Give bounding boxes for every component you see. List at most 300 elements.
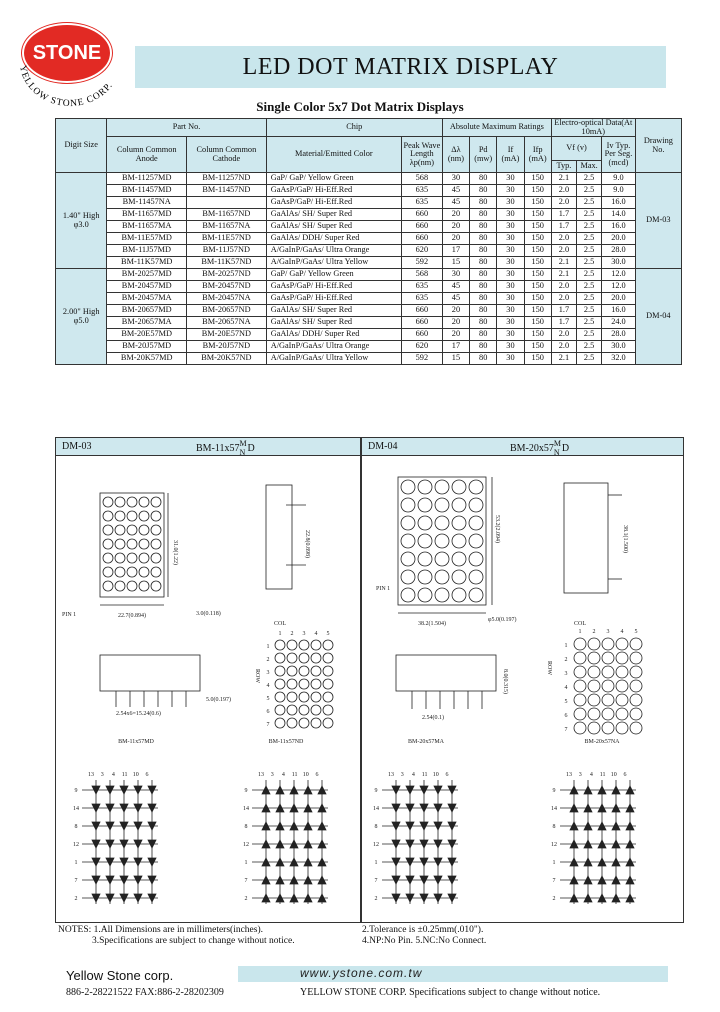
col-number: 4 (620, 629, 624, 635)
pin-grid-dot (299, 718, 309, 728)
table-cell: 150 (524, 233, 551, 245)
table-cell: 150 (524, 209, 551, 221)
led-dot (103, 581, 113, 591)
display-outline (398, 477, 486, 605)
table-row (56, 197, 682, 209)
dm03-part-sub: N (239, 448, 246, 457)
table-cell: 2.1 (551, 269, 576, 281)
side-view-outline (266, 485, 292, 589)
th-material: Material/Emitted Color (266, 137, 401, 173)
pin-grid-dot (616, 666, 628, 678)
pin-grid-dot (299, 692, 309, 702)
dim-label: PIN 1 (62, 612, 77, 618)
table-cell: 30 (497, 353, 524, 365)
table-cell: 24.0 (602, 317, 636, 329)
table-cell: 2.0 (551, 245, 576, 257)
led-dot (151, 497, 161, 507)
table-row (56, 281, 682, 293)
led-dot (103, 497, 113, 507)
pin-grid-dot (574, 680, 586, 692)
table-cell: 660 (401, 221, 442, 233)
th-dlambda: Δλ (nm) (442, 137, 469, 173)
table-cell: 660 (401, 317, 442, 329)
row-number: 1 (564, 643, 568, 649)
pin-number: 10 (610, 772, 617, 778)
table-cell: 16.0 (602, 221, 636, 233)
table-cell: GaAsP/GaP/ Hi-Eff.Red (266, 281, 401, 293)
pin-grid-dot (630, 694, 642, 706)
notes-left (58, 925, 295, 947)
table-row (56, 305, 682, 317)
logo-arc-text: YELLOW STONE CORP. (17, 64, 116, 110)
led-dot (418, 516, 432, 530)
pin-grid-dot (616, 638, 628, 650)
row-number: 5 (564, 699, 568, 705)
page-title: LED DOT MATRIX DISPLAY (242, 53, 559, 80)
table-cell: 2.5 (577, 209, 602, 221)
led-dot (418, 498, 432, 512)
dim-label: 38.2(1.504) (418, 621, 446, 627)
pin-number: 7 (244, 878, 248, 884)
table-cell (187, 197, 267, 209)
table-cell: 80 (470, 341, 497, 353)
pin-grid-dot (311, 666, 321, 676)
dm03-part-suffix: D (247, 443, 255, 454)
table-cell: 2.0 (551, 233, 576, 245)
dm04-part-sup: M (553, 439, 562, 448)
table-cell: 150 (524, 269, 551, 281)
table-cell: 45 (442, 185, 469, 197)
pin-number: 4 (589, 772, 593, 778)
led-dot (452, 516, 466, 530)
table-cell: A/GaInP/GaAs/ Ultra Yellow (266, 257, 401, 269)
led-dot (401, 570, 415, 584)
panel-dm04 (361, 437, 684, 923)
table-cell: 30 (497, 329, 524, 341)
pin-number: 12 (243, 842, 249, 848)
table-cell: 80 (470, 353, 497, 365)
dm04-label: DM-04 (368, 441, 398, 452)
col-number: 1 (578, 629, 582, 635)
pin-grid-dot (588, 708, 600, 720)
led-dot (452, 498, 466, 512)
title-banner (135, 46, 666, 88)
pin-grid-dot (287, 679, 297, 689)
table-cell: 2.5 (577, 233, 602, 245)
table-row (56, 245, 682, 257)
dim-label: 8.0(0.315) (502, 669, 508, 694)
table-cell: 620 (401, 245, 442, 257)
table-cell: GaAsP/GaP/ Hi-Eff.Red (266, 197, 401, 209)
table-cell: 2.5 (577, 353, 602, 365)
pin-grid-dot (602, 708, 614, 720)
pin-grid-dot (588, 638, 600, 650)
table-cell: 14.0 (602, 209, 636, 221)
digit-size-cell: 2.00" High φ5.0 (56, 269, 107, 365)
footer-notice: YELLOW STONE CORP. Specifications subject to change without notice. (300, 987, 601, 998)
table-cell: 45 (442, 281, 469, 293)
bottom-view-outline (100, 655, 200, 691)
pin-grid-dot (616, 722, 628, 734)
led-dot (139, 539, 149, 549)
led-dot (435, 480, 449, 494)
table-cell: GaAlAs/ SH/ Super Red (266, 221, 401, 233)
pin-number: 8 (74, 824, 78, 830)
spec-table (55, 118, 682, 365)
led-dot (151, 525, 161, 535)
col-number: 2 (592, 629, 596, 635)
led-dot (469, 516, 483, 530)
pin-grid-dot (311, 679, 321, 689)
table-cell: 45 (442, 197, 469, 209)
table-cell: 30.0 (602, 341, 636, 353)
table-cell: BM-20657NA (187, 317, 267, 329)
table-cell: 2.1 (551, 353, 576, 365)
table-cell: 80 (470, 329, 497, 341)
led-dot (139, 525, 149, 535)
table-cell: 9.0 (602, 185, 636, 197)
pin-grid-dot (275, 705, 285, 715)
table-cell: 80 (470, 197, 497, 209)
table-cell: 20 (442, 233, 469, 245)
table-cell: 2.5 (577, 341, 602, 353)
dim-label: 38.1(1.500) (622, 525, 628, 553)
table-cell: 80 (470, 221, 497, 233)
table-cell: BM-20657MD (107, 305, 187, 317)
notes-right (362, 925, 486, 947)
pin-number: 12 (373, 842, 379, 848)
led-dot (127, 525, 137, 535)
dim-label: 5.0(0.197) (206, 697, 231, 703)
table-cell: 30 (497, 341, 524, 353)
table-cell: BM-11J57MD (107, 245, 187, 257)
dim-label: 22.7(0.894) (118, 613, 146, 619)
table-cell: 20.0 (602, 293, 636, 305)
pin-grid-dot (287, 653, 297, 663)
led-dot (469, 588, 483, 602)
table-cell: 32.0 (602, 353, 636, 365)
table-cell: 635 (401, 281, 442, 293)
footer-url[interactable]: www.ystone.com.tw (300, 966, 423, 980)
pin-grid-dot (574, 708, 586, 720)
pin-number: 12 (551, 842, 557, 848)
table-cell: 30 (497, 257, 524, 269)
dm03-part-base: BM-11x57 (196, 443, 240, 454)
row-label: ROW (546, 661, 552, 675)
pin-number: 13 (88, 772, 94, 778)
led-dot (452, 534, 466, 548)
table-cell: BM-11457ND (187, 185, 267, 197)
table-cell: 150 (524, 257, 551, 269)
row-number: 6 (266, 709, 270, 715)
th-digit-size: Digit Size (56, 119, 107, 173)
pin-grid-dot (311, 705, 321, 715)
table-cell: A/GaInP/GaAs/ Ultra Yellow (266, 353, 401, 365)
table-cell: BM-11657NA (187, 221, 267, 233)
table-cell: 2.1 (551, 257, 576, 269)
pin-grid-dot (616, 652, 628, 664)
table-cell: 660 (401, 305, 442, 317)
table-cell: BM-20657ND (187, 305, 267, 317)
note-4: 4.NP:No Pin. 5.NC:No Connect. (362, 936, 487, 946)
table-cell: GaP/ GaP/ Yellow Green (266, 269, 401, 281)
table-row (56, 353, 682, 365)
table-cell: 80 (470, 173, 497, 185)
dim-label: 31.0(1.22) (172, 540, 178, 565)
pin-grid-dot (311, 692, 321, 702)
pin-grid-dot (287, 692, 297, 702)
pin-number: 13 (388, 772, 394, 778)
pin-grid-dot (630, 666, 642, 678)
th-drawing: Drawing No. (635, 119, 681, 173)
th-part-no: Part No. (107, 119, 266, 137)
led-dot (401, 552, 415, 566)
dm04-part-base: BM-20x57 (510, 443, 554, 454)
pin-number: 1 (244, 860, 248, 866)
pin-grid-dot (323, 666, 333, 676)
table-cell: 16.0 (602, 305, 636, 317)
table-cell: 30 (497, 317, 524, 329)
row-number: 7 (564, 727, 568, 733)
pin-number: 1 (552, 860, 556, 866)
panel-dm04-header (362, 438, 683, 456)
pin-grid-dot (275, 718, 285, 728)
table-cell: BM-20K57MD (107, 353, 187, 365)
table-cell: 1.7 (551, 305, 576, 317)
pin-grid-dot (275, 692, 285, 702)
led-dot (115, 539, 125, 549)
led-dot (435, 498, 449, 512)
pin-number: 2 (552, 896, 556, 902)
pin-number: 2 (74, 896, 78, 902)
table-cell: 30 (497, 245, 524, 257)
pin-number: 3 (270, 772, 274, 778)
table-cell: 30 (497, 281, 524, 293)
table-cell: 9.0 (602, 173, 636, 185)
pin-grid-dot (323, 692, 333, 702)
table-row (56, 221, 682, 233)
table-cell: 620 (401, 341, 442, 353)
table-cell: 150 (524, 305, 551, 317)
table-cell: BM-11K57MD (107, 257, 187, 269)
row-number: 2 (564, 657, 568, 663)
pin-number: 7 (552, 878, 556, 884)
pin-grid-dot (588, 652, 600, 664)
led-dot (139, 581, 149, 591)
table-row (56, 185, 682, 197)
table-cell: BM-11E57ND (187, 233, 267, 245)
dim-label: PIN 1 (376, 586, 391, 592)
pin-number: 10 (302, 772, 309, 778)
led-dot (115, 497, 125, 507)
led-dot (115, 581, 125, 591)
pin-grid-dot (323, 705, 333, 715)
table-cell: 2.5 (577, 317, 602, 329)
th-vf: Vf (v) (551, 137, 601, 161)
led-dot (418, 552, 432, 566)
row-number: 2 (266, 657, 270, 663)
dm04-part (510, 439, 570, 457)
model-label: BM-20x57NA (584, 739, 620, 745)
table-cell: BM-20E57MD (107, 329, 187, 341)
table-cell: BM-20457MA (107, 293, 187, 305)
pin-grid-dot (311, 640, 321, 650)
pin-number: 14 (243, 806, 249, 812)
table-cell: 12.0 (602, 281, 636, 293)
led-dot (103, 567, 113, 577)
pin-number: 11 (599, 772, 606, 778)
table-cell: GaAsP/GaP/ Hi-Eff.Red (266, 185, 401, 197)
led-dot (401, 588, 415, 602)
table-cell: 2.0 (551, 185, 576, 197)
table-cell: 30.0 (602, 257, 636, 269)
table-cell: BM-11J57ND (187, 245, 267, 257)
pin-number: 6 (445, 772, 449, 778)
led-dot (127, 567, 137, 577)
table-cell: BM-20257ND (187, 269, 267, 281)
table-cell: BM-20J57MD (107, 341, 187, 353)
th-chip: Chip (266, 119, 442, 137)
table-cell: 592 (401, 353, 442, 365)
led-dot (139, 511, 149, 521)
pin-number: 1 (74, 860, 78, 866)
table-cell: 2.5 (577, 173, 602, 185)
table-cell: 2.0 (551, 329, 576, 341)
pin-grid-dot (311, 718, 321, 728)
table-cell: 80 (470, 281, 497, 293)
pin-number: 6 (315, 772, 319, 778)
dim-label: 53.2(2.094) (494, 515, 500, 543)
led-dot (115, 567, 125, 577)
dm04-part-suffix: D (561, 443, 570, 454)
table-cell: 1.7 (551, 317, 576, 329)
row-label: ROW (254, 669, 260, 683)
note-1: NOTES: 1.All Dimensions are in millimeters(inches). (58, 925, 264, 935)
th-iv: Iv Typ. Per Seg. (mcd) (602, 137, 636, 173)
dim-label: 2.54(0.1) (422, 715, 444, 721)
table-cell: BM-20J57ND (187, 341, 267, 353)
led-dot (469, 570, 483, 584)
table-cell: 20 (442, 317, 469, 329)
table-cell: 2.5 (577, 197, 602, 209)
pin-number: 7 (374, 878, 378, 884)
table-cell: 30 (497, 173, 524, 185)
row-number: 6 (564, 713, 568, 719)
table-cell: BM-20E57ND (187, 329, 267, 341)
led-dot (401, 480, 415, 494)
table-cell: 2.5 (577, 305, 602, 317)
table-cell: 30 (442, 269, 469, 281)
table-cell: 80 (470, 269, 497, 281)
table-cell: 660 (401, 233, 442, 245)
pin-grid-dot (323, 718, 333, 728)
table-cell: 80 (470, 257, 497, 269)
pin-grid-dot (299, 653, 309, 663)
pin-number: 2 (374, 896, 378, 902)
table-cell: 568 (401, 173, 442, 185)
table-cell: 150 (524, 353, 551, 365)
pin-number: 6 (145, 772, 149, 778)
table-cell: BM-11K57ND (187, 257, 267, 269)
pin-number: 2 (244, 896, 248, 902)
table-cell: 592 (401, 257, 442, 269)
table-cell: 635 (401, 197, 442, 209)
table-row (56, 209, 682, 221)
th-peak: Peak Wave Length λp(nm) (401, 137, 442, 173)
pin-number: 4 (281, 772, 285, 778)
table-cell: A/GaInP/GaAs/ Ultra Orange (266, 245, 401, 257)
table-cell: BM-11657MD (107, 209, 187, 221)
pin-number: 4 (411, 772, 415, 778)
page-subtitle: Single Color 5x7 Dot Matrix Displays (256, 99, 464, 114)
led-dot (469, 552, 483, 566)
led-dot (401, 498, 415, 512)
table-cell: 2.5 (577, 257, 602, 269)
led-dot (127, 581, 137, 591)
pin-grid-dot (630, 638, 642, 650)
pin-grid-dot (602, 694, 614, 706)
table-cell: 150 (524, 173, 551, 185)
pin-grid-dot (588, 666, 600, 678)
pin-grid-dot (311, 653, 321, 663)
table-row (56, 329, 682, 341)
side-view-outline (564, 483, 608, 593)
table-cell: GaAsP/GaP/ Hi-Eff.Red (266, 293, 401, 305)
pin-grid-dot (630, 708, 642, 720)
table-cell: 150 (524, 221, 551, 233)
led-dot (139, 553, 149, 563)
pin-number: 6 (623, 772, 627, 778)
bottom-view-outline (396, 655, 496, 691)
table-cell: 150 (524, 317, 551, 329)
model-label: BM-11x57ND (268, 739, 304, 745)
table-cell: 28.0 (602, 329, 636, 341)
pin-grid-dot (574, 722, 586, 734)
panel-dm03 (55, 437, 361, 923)
col-number: 1 (278, 631, 282, 637)
pin-number: 4 (111, 772, 115, 778)
table-cell: 80 (470, 233, 497, 245)
pin-grid-dot (602, 652, 614, 664)
col-number: 4 (314, 631, 318, 637)
table-cell: 30 (497, 209, 524, 221)
table-cell: 30 (497, 233, 524, 245)
led-dot (452, 588, 466, 602)
led-dot (418, 534, 432, 548)
table-cell: BM-11457NA (107, 197, 187, 209)
led-dot (401, 516, 415, 530)
table-cell: GaAlAs/ DDH/ Super Red (266, 329, 401, 341)
dim-label: φ5.0(0.197) (488, 617, 517, 623)
pin-number: 12 (73, 842, 79, 848)
table-cell: BM-11257ND (187, 173, 267, 185)
th-col-anode: Column Common Anode (107, 137, 187, 173)
dm04-part-sub: N (553, 448, 560, 457)
table-cell: BM-11657MA (107, 221, 187, 233)
led-dot (452, 552, 466, 566)
table-cell: 2.0 (551, 197, 576, 209)
table-cell: BM-11E57MD (107, 233, 187, 245)
col-number: 2 (290, 631, 294, 637)
col-number: 5 (326, 631, 330, 637)
table-cell: 2.0 (551, 281, 576, 293)
table-cell: 150 (524, 197, 551, 209)
led-dot (103, 553, 113, 563)
table-cell: 12.0 (602, 269, 636, 281)
led-dot (103, 511, 113, 521)
table-cell: 150 (524, 341, 551, 353)
pin-number: 9 (374, 788, 378, 794)
